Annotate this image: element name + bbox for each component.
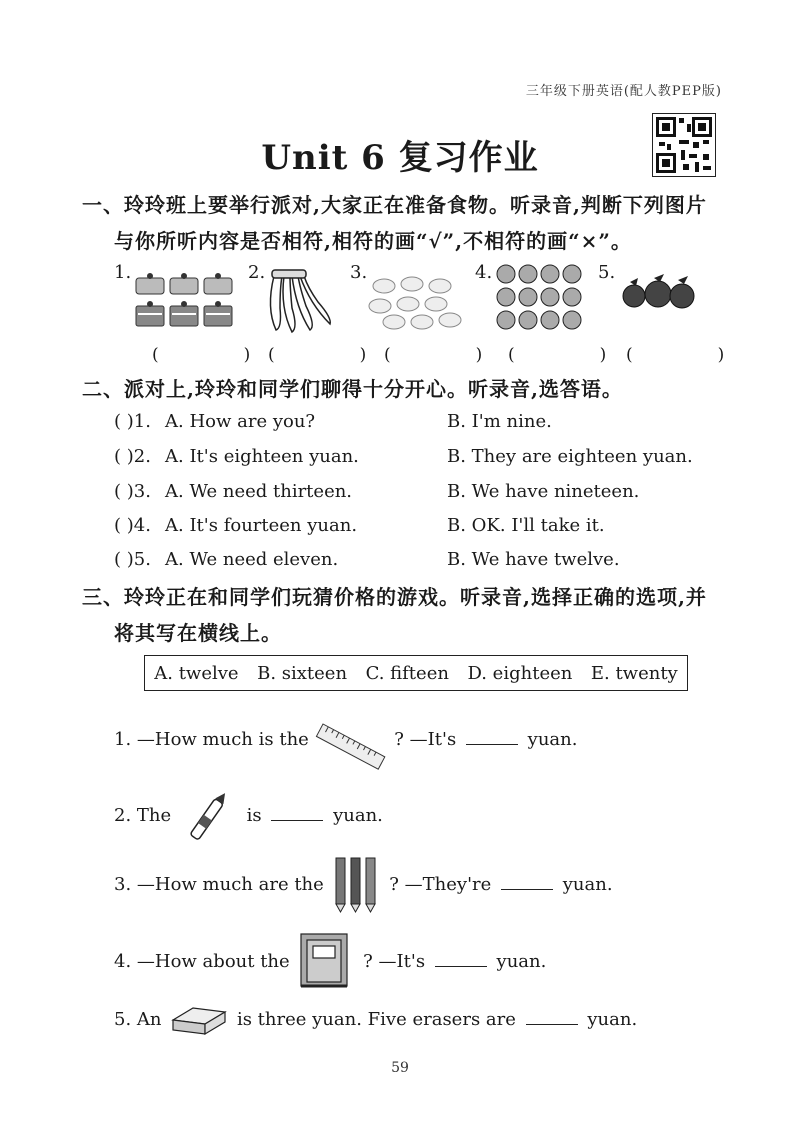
ruler-icon bbox=[317, 718, 387, 762]
bananas-icon bbox=[262, 268, 334, 336]
header-note: 三年级下册英语(配人教PEP版) bbox=[525, 84, 722, 99]
option-b: B. We have twelve. bbox=[447, 549, 620, 570]
question-number[interactable]: ( )5. bbox=[114, 549, 151, 570]
q4-pre: 4. —How about the bbox=[114, 951, 290, 972]
q2-mid: is bbox=[246, 805, 262, 826]
option-b: B. I'm nine. bbox=[447, 411, 552, 432]
answer-blank[interactable] bbox=[271, 804, 323, 821]
question-3 bbox=[114, 856, 613, 914]
dumplings-icon bbox=[368, 274, 464, 330]
question-number[interactable]: ( )3. bbox=[114, 481, 151, 502]
answer-blank[interactable] bbox=[526, 1008, 578, 1025]
option-a: A. How are you? bbox=[165, 411, 316, 432]
section3-instruction-line2: 将其写在横线上。 bbox=[114, 621, 282, 645]
item-number: 5. bbox=[598, 262, 616, 283]
answer-paren[interactable]: ( ) bbox=[384, 345, 517, 365]
word-option: D. eighteen bbox=[467, 662, 573, 684]
word-bank bbox=[144, 655, 688, 691]
q3-post: yuan. bbox=[562, 874, 613, 895]
cakes-icon bbox=[132, 268, 237, 334]
q2-post: yuan. bbox=[333, 805, 383, 826]
question-number[interactable]: ( )2. bbox=[114, 446, 151, 467]
answer-paren[interactable]: ( ) bbox=[626, 345, 759, 365]
item-number: 2. bbox=[248, 262, 266, 283]
question-5 bbox=[114, 1000, 637, 1040]
section1-instruction-line2: 与你所听内容是否相符,相符的画“√”,不相符的画“×”。 bbox=[114, 229, 632, 253]
word-option: A. twelve bbox=[154, 662, 239, 684]
question-4 bbox=[114, 932, 546, 992]
eraser-icon bbox=[169, 1000, 229, 1040]
pen-icon bbox=[179, 786, 239, 846]
q3-mid: ? —They're bbox=[389, 874, 492, 895]
option-b: B. We have nineteen. bbox=[447, 481, 640, 502]
pencils-icon bbox=[332, 856, 382, 914]
page-title: Unit 6 复习作业 bbox=[261, 138, 539, 178]
section2-instruction: 二、派对上,玲玲和同学们聊得十分开心。听录音,选答语。 bbox=[82, 377, 623, 401]
item-number: 1. bbox=[114, 262, 132, 283]
option-a: A. We need thirteen. bbox=[165, 481, 353, 502]
q3-pre: 3. —How much are the bbox=[114, 874, 324, 895]
q4-post: yuan. bbox=[496, 951, 547, 972]
q5-mid: is three yuan. Five erasers are bbox=[236, 1009, 516, 1030]
option-a: A. It's fourteen yuan. bbox=[165, 515, 358, 536]
answer-paren[interactable]: ( ) bbox=[152, 345, 285, 365]
option-a: A. It's eighteen yuan. bbox=[165, 446, 359, 467]
book-icon bbox=[297, 932, 355, 992]
word-option: E. twenty bbox=[590, 662, 678, 684]
option-a: A. We need eleven. bbox=[165, 549, 339, 570]
q5-post: yuan. bbox=[587, 1009, 638, 1030]
question-2 bbox=[114, 786, 383, 846]
word-option: B. sixteen bbox=[257, 662, 348, 684]
item-number: 4. bbox=[475, 262, 493, 283]
q2-pre: 2. The bbox=[114, 805, 172, 826]
q5-pre: 5. An bbox=[114, 1009, 162, 1030]
q1-pre: 1. —How much is the bbox=[114, 729, 309, 750]
answer-blank[interactable] bbox=[501, 873, 553, 890]
page-number: 59 bbox=[391, 1060, 409, 1076]
option-b: B. OK. I'll take it. bbox=[447, 515, 605, 536]
question-number[interactable]: ( )1. bbox=[114, 411, 151, 432]
word-option: C. fifteen bbox=[365, 662, 449, 684]
answer-blank[interactable] bbox=[466, 728, 518, 745]
q1-post: yuan. bbox=[527, 729, 578, 750]
answer-blank[interactable] bbox=[435, 950, 487, 967]
question-number[interactable]: ( )4. bbox=[114, 515, 151, 536]
q1-mid: ? —It's bbox=[394, 729, 457, 750]
apples-icon bbox=[494, 262, 584, 334]
pears-icon bbox=[618, 272, 698, 316]
item-number: 3. bbox=[350, 262, 368, 283]
question-1 bbox=[114, 718, 577, 762]
option-b: B. They are eighteen yuan. bbox=[447, 446, 693, 467]
answer-paren[interactable]: ( ) bbox=[268, 345, 401, 365]
section1-instruction-line1: 一、玲玲班上要举行派对,大家正在准备食物。听录音,判断下列图片 bbox=[82, 193, 707, 217]
section3-instruction-line1: 三、玲玲正在和同学们玩猜价格的游戏。听录音,选择正确的选项,并 bbox=[82, 585, 707, 609]
q4-mid: ? —It's bbox=[363, 951, 426, 972]
answer-paren[interactable]: ( ) bbox=[508, 345, 641, 365]
